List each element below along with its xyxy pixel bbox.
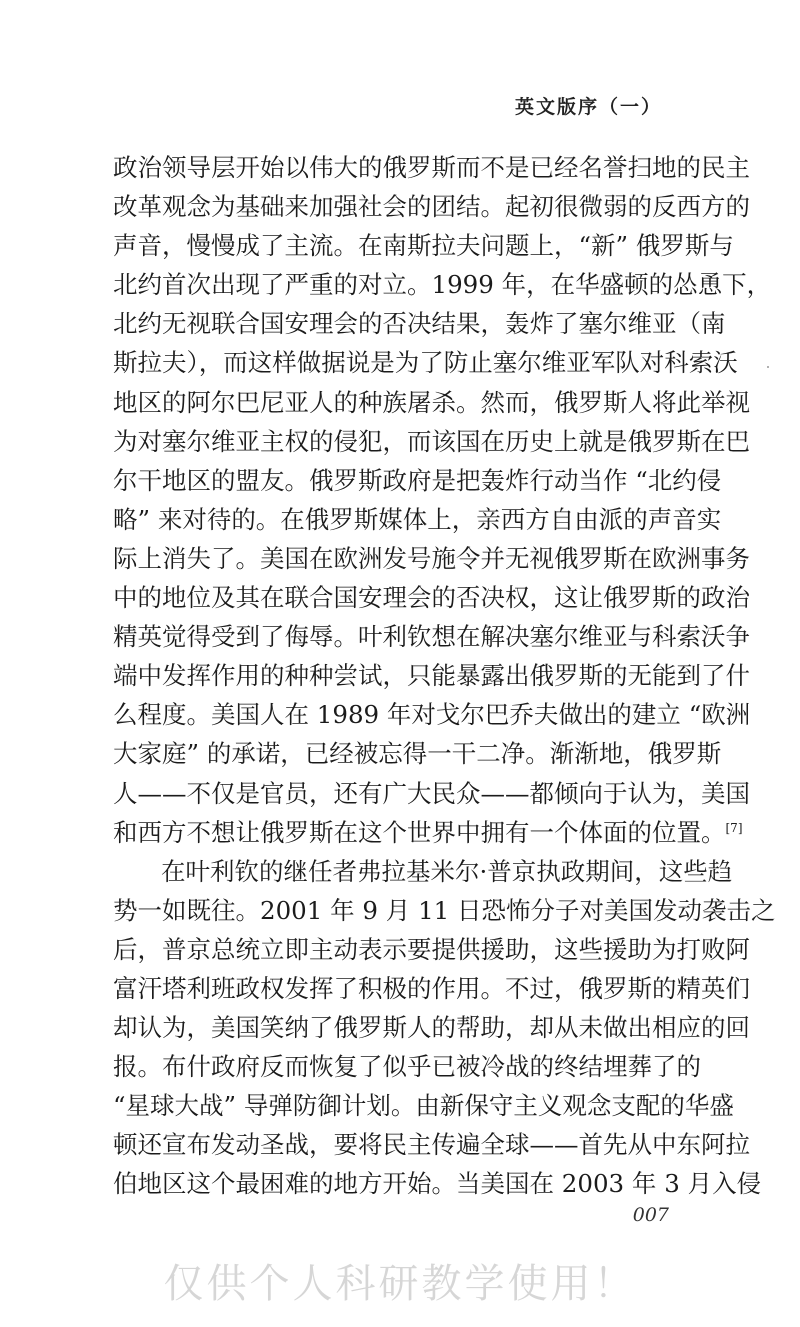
scan-speck: [767, 366, 769, 368]
text-line: 在叶利钦的继任者弗拉基米尔·普京执政期间，这些趋: [161, 856, 733, 886]
text-line: 为对塞尔维亚主权的侵犯，而该国在历史上就是俄罗斯在巴: [113, 426, 750, 456]
text-line: 际上消失了。美国在欧洲发号施令并无视俄罗斯在欧洲事务: [113, 543, 750, 573]
text-line: 政治领导层开始以伟大的俄罗斯而不是已经名誉扫地的民主: [113, 153, 750, 182]
text-line: 声音，慢慢成了主流。在南斯拉夫问题上，“新” 俄罗斯与: [113, 231, 734, 261]
text-line: 伯地区这个最困难的地方开始。当美国在 2003 年 3 月入侵: [113, 1169, 762, 1199]
text-line: “星球大战” 导弹防御计划。由新保守主义观念支配的华盛: [113, 1091, 734, 1121]
text-line: 富汗塔利班政权发挥了积极的作用。不过，俄罗斯的精英们: [113, 973, 750, 1003]
text-line: 斯拉夫），而这样做据说是为了防止塞尔维亚军队对科索沃: [113, 348, 738, 378]
text-line: 略” 来对待的。在俄罗斯媒体上，亲西方自由派的声音实: [113, 504, 722, 534]
text-line: [113, 813, 743, 852]
text-line: 地区的阿尔巴尼亚人的种族屠杀。然而，俄罗斯人将此举视: [113, 387, 750, 417]
text-line: 改革观念为基础来加强社会的团结。起初很微弱的反西方的: [113, 192, 750, 222]
text-line: 人——不仅是官员，还有广大民众——都倾向于认为，美国: [113, 778, 750, 808]
body-text: [113, 148, 776, 1204]
text-line: 北约无视联合国安理会的否决结果，轰炸了塞尔维亚（南: [113, 309, 726, 339]
text-line: 精英觉得受到了侮辱。叶利钦想在解决塞尔维亚与科索沃争: [113, 622, 750, 652]
paragraph-2: [113, 852, 776, 1204]
page-number: 007: [632, 1204, 669, 1226]
text-line: 北约首次出现了严重的对立。1999 年，在华盛顿的怂恿下，: [113, 270, 772, 300]
text-line: 顿还宣布发动圣战，要将民主传遍全球——首先从中东阿拉: [113, 1130, 750, 1160]
text-line: 报。布什政府反而恢复了似乎已被冷战的终结埋葬了的: [113, 1052, 701, 1082]
text-line: 端中发挥作用的种种尝试，只能暴露出俄罗斯的无能到了什: [113, 661, 750, 691]
text-line: 势一如既往。2001 年 9 月 11 日恐怖分子对美国发动袭击之: [113, 895, 776, 925]
text-line-content: 和西方不想让俄罗斯在这个世界中拥有一个体面的位置。: [113, 817, 726, 847]
running-header: 英文版序（一）: [514, 96, 662, 118]
paragraph-1: [113, 148, 772, 852]
text-line: 后，普京总统立即主动表示要提供援助，这些援助为打败阿: [113, 934, 750, 964]
text-line: 却认为，美国笑纳了俄罗斯人的帮助，却从未做出相应的回: [113, 1013, 750, 1043]
text-line: 么程度。美国人在 1989 年对戈尔巴乔夫做出的建立 “欧洲: [113, 700, 751, 730]
footnote-reference[interactable]: [7]: [725, 820, 743, 835]
watermark: 仅供个人科研教学使用！: [163, 1261, 637, 1307]
text-line: 大家庭” 的承诺，已经被忘得一干二净。渐渐地，俄罗斯: [113, 739, 722, 769]
text-line: 尔干地区的盟友。俄罗斯政府是把轰炸行动当作 “北约侵: [113, 465, 722, 495]
text-line: 中的地位及其在联合国安理会的否决权，这让俄罗斯的政治: [113, 583, 750, 613]
